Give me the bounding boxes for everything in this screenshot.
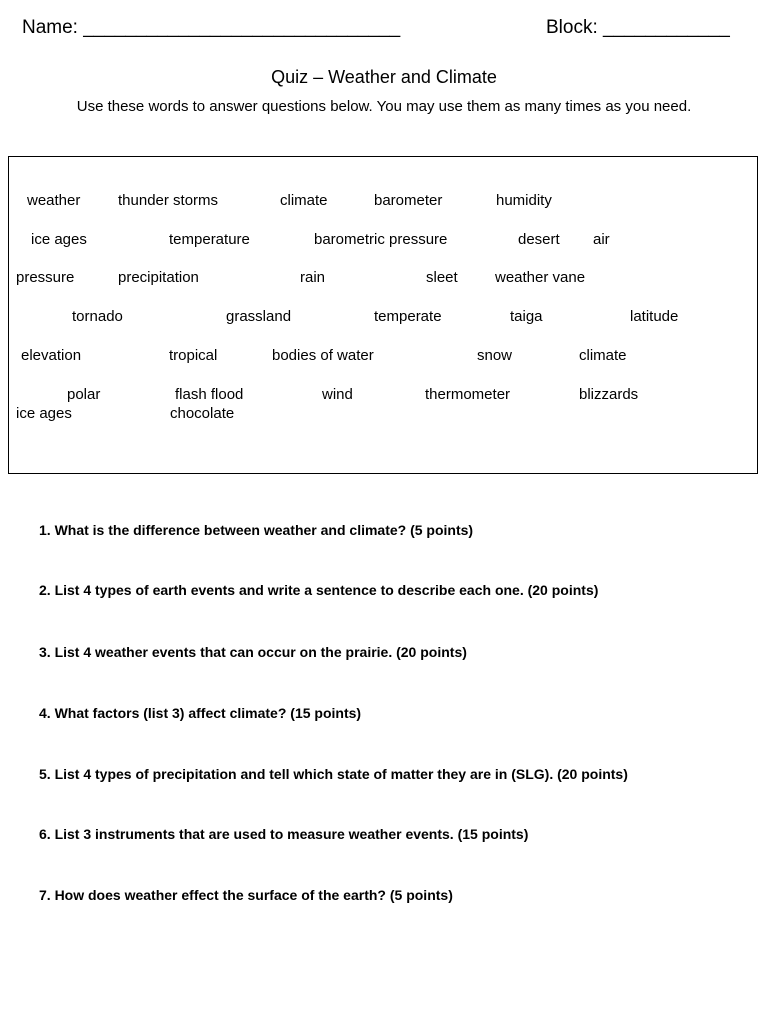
word-bank-item: precipitation xyxy=(118,269,199,286)
word-bank-item: chocolate xyxy=(170,405,235,422)
word-bank-item: polar xyxy=(67,386,101,403)
word-bank-item: ice ages xyxy=(16,405,72,422)
question-4: 4. What factors (list 3) affect climate? (15 points) xyxy=(39,705,362,721)
word-bank-item: wind xyxy=(322,386,353,403)
word-bank-item: desert xyxy=(518,231,560,248)
word-bank-item: grassland xyxy=(226,308,292,325)
question-6: 6. List 3 instruments that are used to measure weather events. (15 points) xyxy=(39,826,529,842)
name-field-label: Name: ______________________________ xyxy=(22,17,401,38)
word-bank-item: ice ages xyxy=(31,231,87,248)
word-bank-item: temperature xyxy=(169,231,250,248)
instructions-text: Use these words to answer questions below. You may use them as many times as you need. xyxy=(76,98,692,115)
block-field-label: Block: ____________ xyxy=(546,17,730,38)
word-bank-item: humidity xyxy=(496,192,552,209)
question-3: 3. List 4 weather events that can occur on the prairie. (20 points) xyxy=(39,644,467,660)
word-bank-item: taiga xyxy=(510,308,543,325)
word-bank-item: weather vane xyxy=(495,269,586,286)
word-bank-item: rain xyxy=(300,269,326,286)
word-bank-item: elevation xyxy=(21,347,82,364)
word-bank-item: temperate xyxy=(374,308,442,325)
word-bank-item: tornado xyxy=(72,308,123,325)
word-bank-item: barometer xyxy=(374,192,443,209)
word-bank-item: climate xyxy=(579,347,627,364)
word-bank-item: barometric pressure xyxy=(314,231,448,248)
word-bank-item: sleet xyxy=(426,269,458,286)
word-bank-item: thermometer xyxy=(425,386,511,403)
word-bank-item: weather xyxy=(27,192,81,209)
quiz-title: Quiz – Weather and Climate xyxy=(271,67,497,87)
question-1: 1. What is the difference between weather and climate? (5 points) xyxy=(39,522,474,538)
word-bank-item: air xyxy=(593,231,610,248)
question-2: 2. List 4 types of earth events and write a sentence to describe each one. (20 points) xyxy=(39,582,599,598)
question-7: 7. How does weather effect the surface of the earth? (5 points) xyxy=(39,887,453,903)
word-bank-item: climate xyxy=(280,192,328,209)
question-5: 5. List 4 types of precipitation and tell which state of matter they are in (SLG). (20 points) xyxy=(39,766,628,782)
word-bank-box xyxy=(8,156,758,474)
word-bank-item: latitude xyxy=(630,308,679,325)
word-bank-item: thunder storms xyxy=(118,192,219,209)
word-bank-item: bodies of water xyxy=(272,347,374,364)
word-bank-item: pressure xyxy=(16,269,75,286)
word-bank-item: blizzards xyxy=(579,386,639,403)
word-bank-item: snow xyxy=(477,347,513,364)
word-bank-item: flash flood xyxy=(175,386,244,403)
word-bank-item: tropical xyxy=(169,347,218,364)
